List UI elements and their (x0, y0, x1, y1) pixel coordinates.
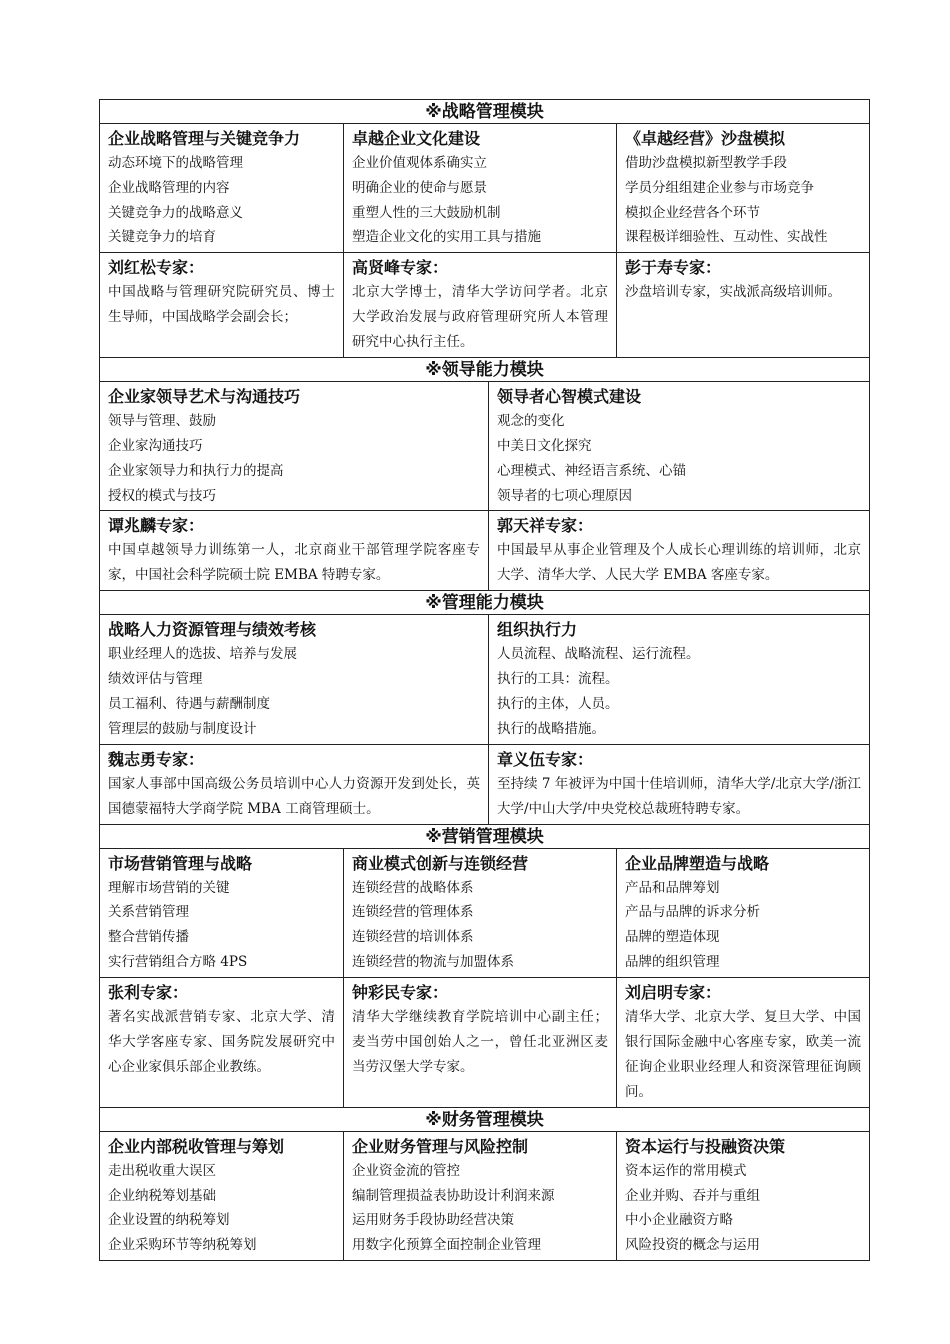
expert-desc: 清华大学、北京大学、复旦大学、中国银行国际金融中心客座专家，欧美一流征询企业职业经理人和资深管理征询顾问。 (625, 1008, 862, 1100)
course-item: 企业战略管理的内容 (108, 179, 230, 196)
expert-name: 钟彩民专家： (352, 982, 449, 1002)
expert-cell (489, 744, 870, 824)
course-item: 执行的战略措施。 (497, 720, 605, 737)
course-item: 企业家领导力和执行力的提高 (108, 462, 284, 479)
course-item: 中小企业融资方略 (625, 1212, 733, 1229)
course-item: 品牌的塑造体现 (625, 929, 720, 946)
course-item: 心理模式、神经语言系统、心锚 (497, 462, 686, 479)
module-header: ※战略管理模块 (100, 100, 870, 124)
course-row (100, 124, 870, 253)
course-row (100, 848, 870, 977)
expert-name: 魏志勇专家： (108, 749, 205, 769)
module-header: ※营销管理模块 (100, 824, 870, 848)
course-item: 人员流程、战略流程、运行流程。 (497, 646, 700, 663)
course-cell (489, 615, 870, 744)
course-item: 重塑人性的三大鼓励机制 (352, 204, 501, 221)
course-title: 企业品牌塑造与战略 (625, 853, 770, 873)
course-cell (344, 124, 617, 253)
course-cell (100, 1131, 344, 1260)
course-title: 组织执行力 (497, 620, 578, 640)
course-cell (100, 848, 344, 977)
course-cell (100, 382, 489, 511)
course-cell (617, 124, 870, 253)
course-item: 品牌的组织管理 (625, 953, 720, 970)
course-item: 运用财务手段协助经营决策 (352, 1212, 514, 1229)
module-header: ※财务管理模块 (100, 1107, 870, 1131)
course-title: 企业财务管理与风险控制 (352, 1136, 529, 1156)
course-cell (344, 848, 617, 977)
expert-desc: 中国战略与管理研究院研究员、博士生导师，中国战略学会副会长； (108, 284, 335, 326)
course-item: 企业设置的纳税筹划 (108, 1212, 230, 1229)
expert-desc: 中国最早从事企业管理及个人成长心理训练的培训师，北京大学、清华大学、人民大学 EMBA 客座专家。 (497, 542, 862, 584)
course-item: 整合营销传播 (108, 929, 189, 946)
expert-cell (100, 253, 344, 358)
expert-desc: 著名实战派营销专家、北京大学、清华大学客座专家、国务院发展研究中心企业家俱乐部企业教练。 (108, 1008, 335, 1075)
expert-row (100, 253, 870, 358)
course-item: 动态环境下的战略管理 (108, 155, 243, 171)
course-title: 商业模式创新与连锁经营 (352, 853, 529, 873)
course-item: 借助沙盘模拟新型教学手段 (625, 155, 787, 171)
course-title: 卓越企业文化建设 (352, 129, 481, 148)
expert-name: 谭兆麟专家： (108, 516, 205, 536)
course-item: 管理层的鼓励与制度设计 (108, 720, 257, 737)
course-title: 市场营销管理与战略 (108, 853, 253, 873)
course-item: 明确企业的使命与愿景 (352, 179, 487, 196)
course-item: 模拟企业经营各个环节 (625, 204, 760, 221)
course-item: 产品与品牌的诉求分析 (625, 904, 760, 921)
course-cell (617, 1131, 870, 1260)
course-cell (489, 382, 870, 511)
expert-name: 高贤峰专家： (352, 258, 449, 278)
course-item: 企业采购环节等纳税筹划 (108, 1237, 257, 1254)
expert-cell (100, 977, 344, 1107)
module-header: ※领导能力模块 (100, 358, 870, 382)
course-item: 连锁经营的物流与加盟体系 (352, 953, 514, 970)
course-item: 资本运作的常用模式 (625, 1162, 747, 1179)
expert-name: 刘启明专家： (625, 982, 722, 1002)
course-item: 产品和品牌筹划 (625, 879, 720, 896)
course-item: 职业经理人的选拔、培养与发展 (108, 646, 297, 663)
course-row (100, 382, 870, 511)
expert-desc: 北京大学博士，清华大学访问学者。北京大学政治发展与政府管理研究所人本管理研究中心执行主任。 (352, 284, 608, 351)
course-cell (100, 615, 489, 744)
expert-cell (617, 977, 870, 1107)
course-cell (344, 1131, 617, 1260)
expert-name: 章义伍专家： (497, 749, 594, 769)
expert-desc: 清华大学继续教育学院培训中心副主任；麦当劳中国创始人之一，曾任北亚洲区麦当劳汉堡大学专家。 (352, 1008, 608, 1075)
expert-desc: 中国卓越领导力训练第一人，北京商业干部管理学院客座专家，中国社会科学院硕士院 EMBA 特聘专家。 (108, 542, 480, 584)
expert-cell (617, 253, 870, 358)
course-item: 连锁经营的战略体系 (352, 879, 474, 896)
course-item: 领导与管理、鼓励 (108, 413, 216, 430)
course-item: 理解市场营销的关键 (108, 879, 230, 896)
course-item: 授权的模式与技巧 (108, 487, 216, 504)
expert-cell (100, 511, 489, 591)
course-title: 企业家领导艺术与沟通技巧 (108, 387, 301, 407)
course-document (99, 99, 869, 1261)
course-item: 用数字化预算全面控制企业管理 (352, 1237, 541, 1254)
expert-cell (489, 511, 870, 591)
course-item: 关键竞争力的培育 (108, 229, 216, 246)
expert-row (100, 977, 870, 1107)
course-item: 领导者的七项心理原因 (497, 487, 632, 504)
expert-row (100, 744, 870, 824)
course-item: 执行的工具：流程。 (497, 671, 619, 688)
course-item: 中美日文化探究 (497, 437, 592, 454)
course-title: 企业内部税收管理与筹划 (108, 1136, 285, 1156)
course-title: 领导者心智模式建设 (497, 387, 642, 407)
course-item: 风险投资的概念与运用 (625, 1237, 760, 1254)
expert-name: 刘红松专家： (108, 258, 205, 278)
course-item: 企业家沟通技巧 (108, 437, 203, 454)
course-item: 编制管理损益表协助设计利润来源 (352, 1187, 555, 1204)
expert-row (100, 511, 870, 591)
expert-cell (344, 977, 617, 1107)
course-item: 执行的主体，人员。 (497, 695, 619, 712)
course-item: 企业价值观体系确实立 (352, 155, 487, 171)
course-item: 学员分组组建企业参与市场竞争 (625, 179, 814, 196)
expert-cell (344, 253, 617, 358)
course-cell (100, 124, 344, 253)
course-item: 员工福利、待遇与薪酬制度 (108, 695, 270, 712)
course-item: 塑造企业文化的实用工具与措施 (352, 229, 541, 246)
course-title: 企业战略管理与关键竞争力 (108, 129, 301, 148)
course-item: 连锁经营的管理体系 (352, 904, 474, 921)
course-item: 关系营销管理 (108, 904, 189, 921)
course-item: 企业纳税筹划基础 (108, 1187, 216, 1204)
course-title: 战略人力资源管理与绩效考核 (108, 620, 317, 640)
course-item: 实行营销组合方略 4PS (108, 953, 248, 970)
course-cell (617, 848, 870, 977)
expert-desc: 国家人事部中国高级公务员培训中心人力资源开发到处长，英国德蒙福特大学商学院 MBA 工商管理硕士。 (108, 775, 480, 817)
course-row (100, 615, 870, 744)
course-item: 观念的变化 (497, 413, 565, 430)
course-title: 资本运行与投融资决策 (625, 1136, 786, 1156)
course-item: 关键竞争力的战略意义 (108, 204, 243, 221)
module-table (99, 99, 870, 1261)
expert-desc: 至持续 7 年被评为中国十佳培训师，清华大学/北京大学/浙江大学/中山大学/中央党校总裁班特聘专家。 (497, 775, 862, 817)
course-item: 企业资金流的管控 (352, 1162, 460, 1179)
course-title: 《卓越经营》沙盘模拟 (625, 129, 786, 148)
course-item: 课程极详细验性、互动性、实战性 (625, 229, 828, 246)
course-item: 企业并购、吞并与重组 (625, 1187, 760, 1204)
course-item: 走出税收重大误区 (108, 1162, 216, 1179)
module-header: ※管理能力模块 (100, 591, 870, 615)
expert-name: 彭于寿专家： (625, 258, 722, 278)
expert-cell (100, 744, 489, 824)
expert-name: 郭天祥专家： (497, 516, 594, 536)
course-row (100, 1131, 870, 1260)
expert-name: 张利专家： (108, 982, 189, 1002)
expert-desc: 沙盘培训专家，实战派高级培训师。 (625, 284, 841, 301)
course-item: 连锁经营的培训体系 (352, 929, 474, 946)
course-item: 绩效评估与管理 (108, 671, 203, 688)
